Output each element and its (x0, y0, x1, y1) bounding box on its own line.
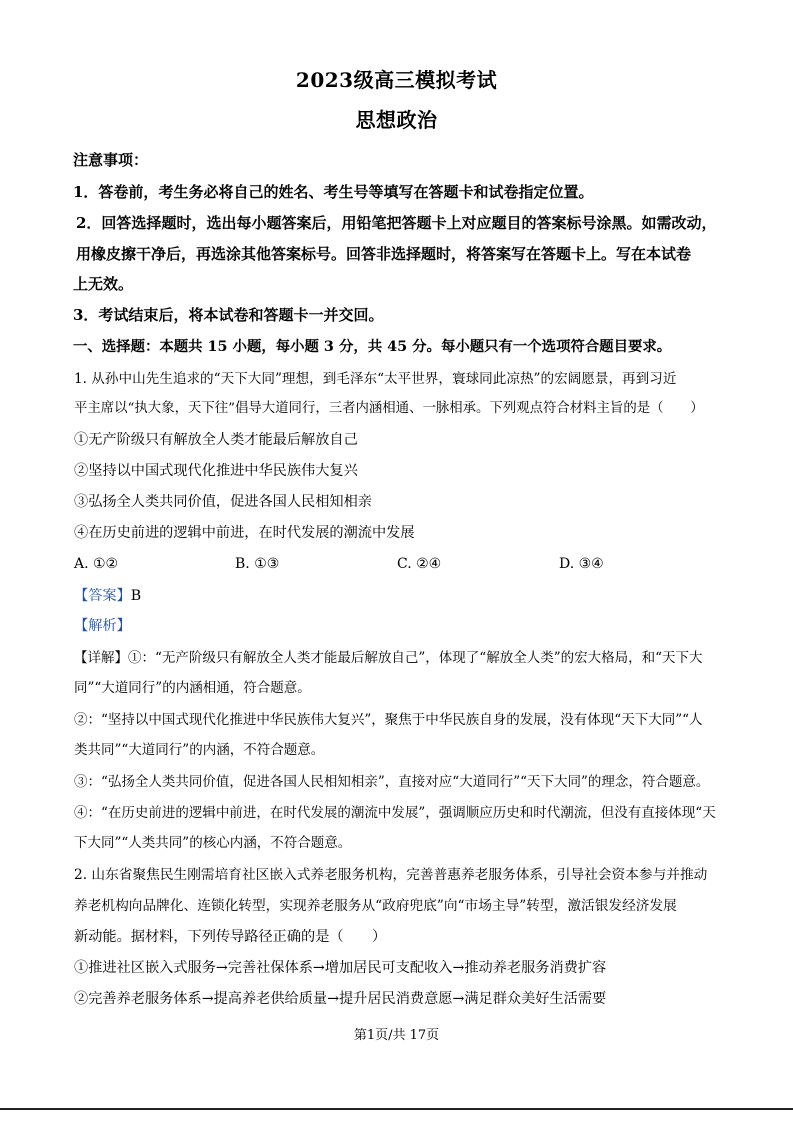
answer-tag: 【答案】 (74, 588, 131, 604)
answer-value: B (130, 588, 142, 604)
q1-item-2: ②坚持以中国式现代化推进中华民族伟大复兴 (74, 463, 358, 479)
q1-detail-line-2: 同”“大道同行”的内涵相通，符合题意。 (74, 680, 311, 696)
notice-item-2-line-1: 2．回答选择题时，选出每小题答案后，用铅笔把答题卡上对应题目的答案标号涂黑。如需改动， (76, 214, 717, 232)
notice-heading: 注意事项： (73, 151, 149, 169)
q2-stem-line-2: 养老机构向品牌化、连锁化转型，实现养老服务从“政府兜底”向“市场主导”转型，激活银发经济发展 (74, 898, 677, 914)
subject-title: 思想政治 (355, 108, 438, 132)
notice-item-3: 3．考试结束后，将本试卷和答题卡一并交回。 (73, 306, 384, 324)
q2-stem-line-1: 2. 山东省聚焦民生刚需培育社区嵌入式养老服务机构，完善普惠养老服务体系，引导社会资本参与并推动 (74, 867, 708, 883)
q1-option-b: B. ①③ (235, 556, 280, 572)
q1-detail-line-5: ③：“弘扬全人类共同价值，促进各国人民相知相亲”，直接对应“大道同行”“天下大同”的理念，符合题意。 (74, 774, 710, 790)
q2-item-1: ①推进社区嵌入式服务→完善社保体系→增加居民可支配收入→推动养老服务消费扩容 (74, 960, 607, 976)
q1-detail-line-4: 类共同”“大道同行”的内涵，不符合题意。 (74, 742, 325, 758)
q1-stem-line-1: 1. 从孙中山先生追求的“天下大同”理想，到毛泽东“太平世界，寰球同此凉热”的宏阔愿景，再到习近 (74, 371, 677, 387)
q1-option-d: D. ③④ (559, 556, 604, 572)
q1-detail-line-3: ②：“坚持以中国式现代化推进中华民族伟大复兴”，聚焦于中华民族自身的发展，没有体现“天下大同”“人 (74, 712, 703, 728)
q1-option-c: C. ②④ (397, 556, 442, 572)
q2-stem-line-3: 新动能。据材料，下列传导路径正确的是（ ） (74, 929, 387, 945)
q1-stem-line-2: 平主席以“执大象，天下往”倡导大道同行，三者内涵相通、一脉相承。下列观点符合材料主旨的是（ ） (74, 401, 704, 416)
q1-detail-line-7: 下大同”“人类共同”的核心内涵，不符合题意。 (74, 835, 352, 851)
notice-item-2-line-2: 用橡皮擦干净后，再选涂其他答案标号。回答非选择题时，将答案写在答题卡上。写在本试卷 (76, 245, 692, 263)
bottom-divider (0, 1108, 793, 1110)
page-number: 第1页/共 17页 (353, 1028, 440, 1043)
analysis-tag: 【解析】 (74, 618, 131, 634)
q1-item-4: ④在历史前进的逻辑中前进，在时代发展的潮流中发展 (74, 525, 415, 541)
exam-title: 2023级高三模拟考试 (295, 68, 498, 92)
q1-item-1: ①无产阶级只有解放全人类才能最后解放自己 (74, 432, 358, 448)
q1-detail-line-1: 【详解】①：“无产阶级只有解放全人类才能最后解放自己”，体现了“解放全人类”的宏大格局，和“天下大 (74, 650, 703, 666)
notice-item-1: 1．答卷前，考生务必将自己的姓名、考生号等填写在答题卡和试卷指定位置。 (73, 183, 594, 201)
q1-option-a: A. ①② (74, 556, 119, 572)
q2-item-2: ②完善养老服务体系→提高养老供给质量→提升居民消费意愿→满足群众美好生活需要 (74, 991, 607, 1007)
section-heading: 一、选择题：本题共 15 小题，每小题 3 分，共 45 分。每小题只有一个选项符合题目要求。 (73, 338, 672, 355)
q1-detail-line-6: ④：“在历史前进的逻辑中前进，在时代发展的潮流中发展”，强调顺应历史和时代潮流，但没有直接体现“天 (74, 805, 716, 821)
notice-item-2-line-3: 上无效。 (73, 275, 134, 293)
q1-item-3: ③弘扬全人类共同价值，促进各国人民相知相亲 (74, 494, 372, 510)
q1-answer (74, 586, 141, 606)
